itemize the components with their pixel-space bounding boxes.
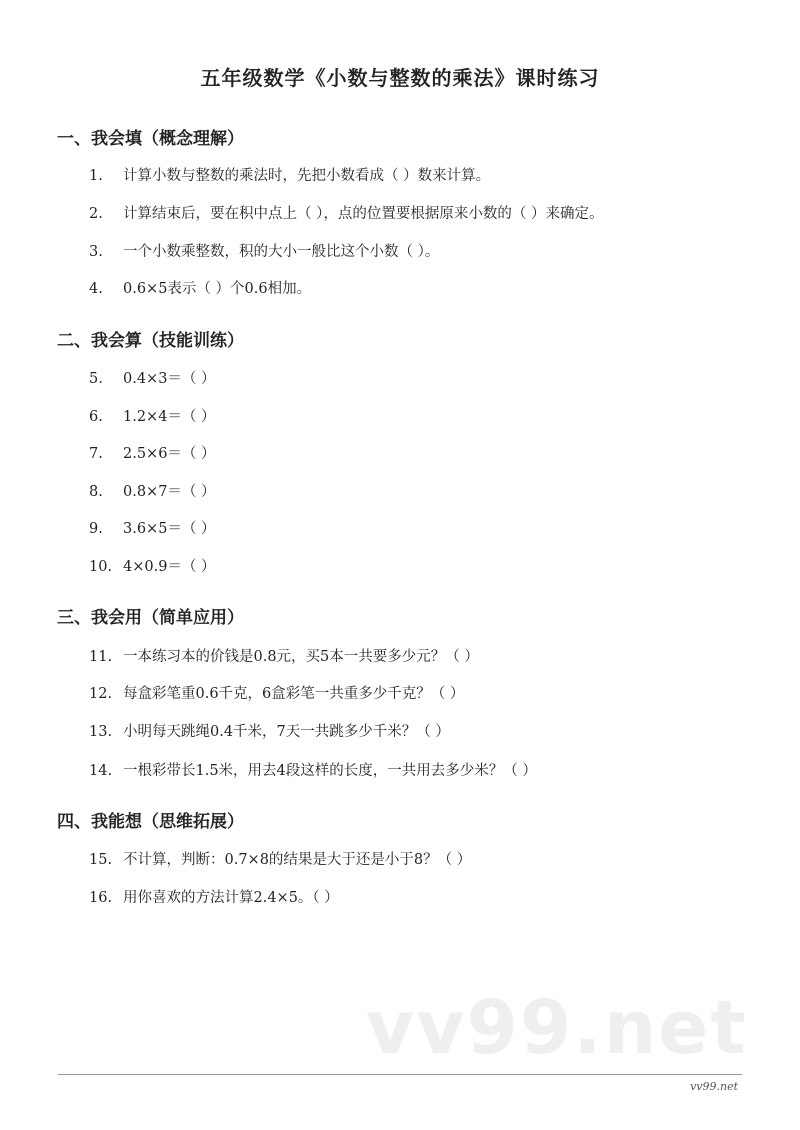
question-item bbox=[89, 517, 216, 538]
question-item bbox=[89, 240, 439, 261]
question-text: 小明每天跳绳0.4千米，7天一共跳多少千米？（ ） bbox=[123, 724, 450, 740]
question-number: 1. bbox=[89, 168, 103, 184]
page-title: 五年级数学《小数与整数的乘法》课时练习 bbox=[200, 66, 600, 90]
question-item bbox=[89, 759, 537, 780]
question-text: 0.6×5表示（ ）个0.6相加。 bbox=[123, 281, 312, 297]
question-item bbox=[89, 405, 216, 426]
question-item bbox=[89, 367, 216, 388]
question-number: 8. bbox=[89, 484, 103, 500]
question-number: 2. bbox=[89, 206, 103, 222]
question-text: 计算结束后，要在积中点上（ ），点的位置要根据原来小数的（ ）来确定。 bbox=[123, 206, 604, 222]
question-item bbox=[89, 277, 311, 298]
question-text: 不计算，判断：0.7×8的结果是大于还是小于8？（ ） bbox=[123, 852, 472, 868]
question-number: 4. bbox=[89, 281, 103, 297]
question-number: 3. bbox=[89, 244, 103, 260]
question-item bbox=[89, 886, 339, 907]
question-number: 16. bbox=[89, 890, 113, 906]
section-heading-calculate: 二、我会算（技能训练） bbox=[57, 331, 244, 351]
question-item bbox=[89, 442, 216, 463]
question-number: 9. bbox=[89, 521, 103, 537]
question-number: 7. bbox=[89, 446, 103, 462]
question-text: 3.6×5＝（ ） bbox=[123, 521, 216, 537]
question-text: 4×0.9＝（ ） bbox=[123, 559, 216, 575]
question-text: 用你喜欢的方法计算2.4×5。（ ） bbox=[123, 890, 339, 906]
question-item bbox=[89, 682, 464, 703]
question-text: 一本练习本的价钱是0.8元，买5本一共要多少元？（ ） bbox=[123, 649, 479, 665]
question-number: 10. bbox=[89, 559, 113, 575]
question-text: 1.2×4＝（ ） bbox=[123, 409, 216, 425]
question-number: 5. bbox=[89, 371, 103, 387]
watermark: vv99.net bbox=[366, 985, 748, 1071]
section-heading-fill: 一、我会填（概念理解） bbox=[57, 129, 244, 149]
section-heading-think: 四、我能想（思维拓展） bbox=[57, 812, 244, 832]
question-number: 11. bbox=[89, 649, 113, 665]
question-text: 计算小数与整数的乘法时，先把小数看成（ ）数来计算。 bbox=[123, 168, 491, 184]
footer-divider bbox=[58, 1074, 742, 1075]
question-item bbox=[89, 555, 216, 576]
question-item bbox=[89, 645, 479, 666]
question-number: 12. bbox=[89, 686, 113, 702]
question-item bbox=[89, 720, 450, 741]
question-item bbox=[89, 164, 490, 185]
question-number: 15. bbox=[89, 852, 113, 868]
question-text: 0.8×7＝（ ） bbox=[123, 484, 216, 500]
question-text: 0.4×3＝（ ） bbox=[123, 371, 216, 387]
question-text: 每盒彩笔重0.6千克，6盒彩笔一共重多少千克？（ ） bbox=[123, 686, 465, 702]
question-item bbox=[89, 202, 603, 223]
question-number: 14. bbox=[89, 763, 113, 779]
question-number: 13. bbox=[89, 724, 113, 740]
question-item bbox=[89, 848, 471, 869]
question-text: 一个小数乘整数，积的大小一般比这个小数（ ）。 bbox=[123, 244, 440, 260]
question-item bbox=[89, 480, 216, 501]
question-text: 2.5×6＝（ ） bbox=[123, 446, 216, 462]
footer-site-label: vv99.net bbox=[690, 1080, 738, 1093]
question-text: 一根彩带长1.5米，用去4段这样的长度，一共用去多少米？（ ） bbox=[123, 763, 537, 779]
question-number: 6. bbox=[89, 409, 103, 425]
section-heading-apply: 三、我会用（简单应用） bbox=[57, 608, 244, 628]
